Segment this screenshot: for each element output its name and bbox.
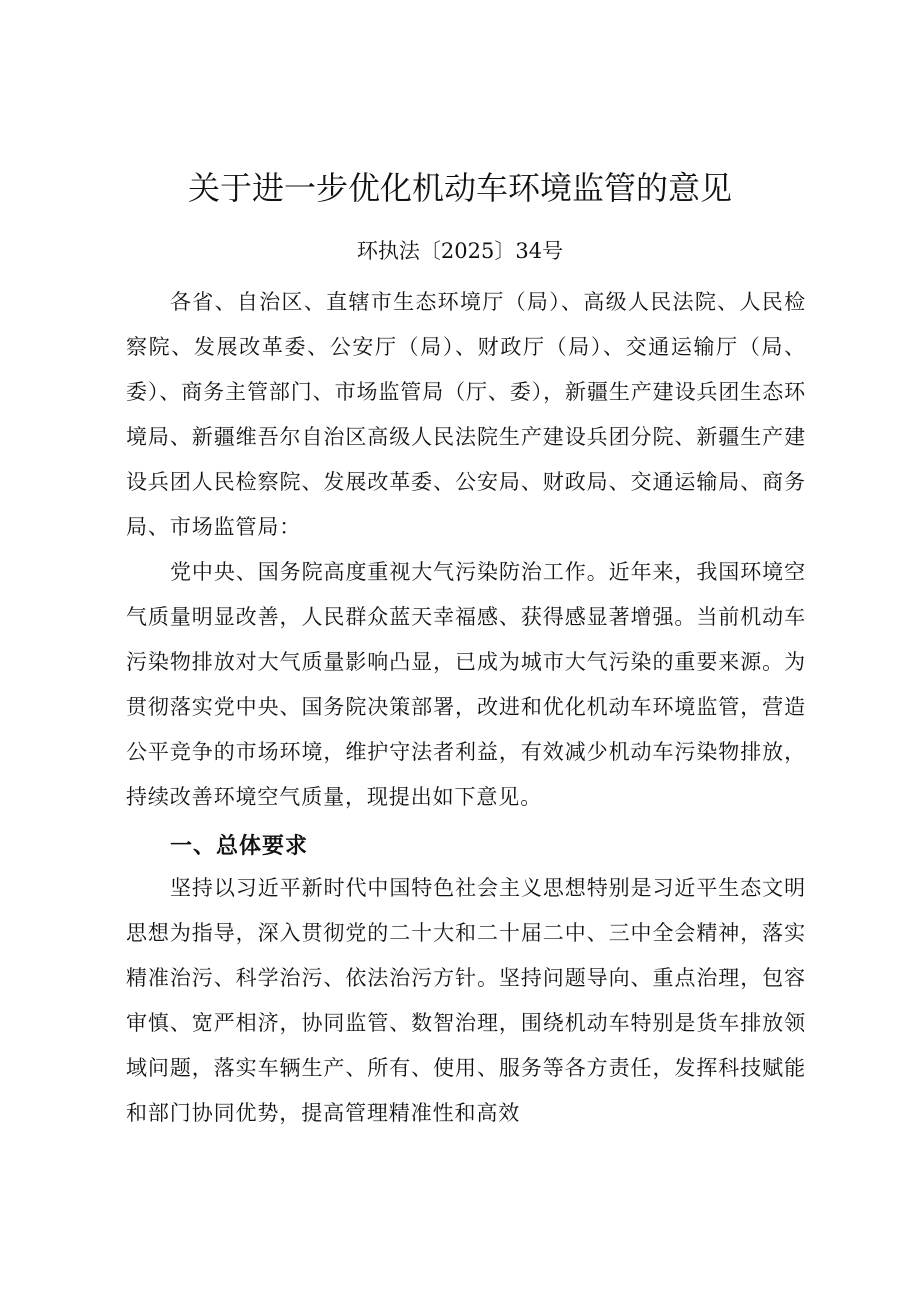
section1-paragraph: 坚持以习近平新时代中国特色社会主义思想特别是习近平生态文明思想为指导，深入贯彻党的二十大和二十届二中、三中全会精神，落实精准治污、科学治污、依法治污方针。坚持问题导向、重点治理，包容审慎、宽严相济，协同监管、数智治理，围绕机动车特别是货车排放领域问题，落实车辆生产、所有、使用、服务等各方责任，发挥科技赋能和部门协同优势，提高管理精准性和高效: [126, 876, 806, 1125]
addressees-paragraph: 各省、自治区、直辖市生态环境厅（局）、高级人民法院、人民检察院、发展改革委、公安厅（局）、财政厅（局）、交通运输厅（局、委）、商务主管部门、市场监管局（厅、委），新疆生产建设兵团生态环境局、新疆维吾尔自治区高级人民法院生产建设兵团分院、新疆生产建设兵团人民检察院、发展改革委、公安局、财政局、交通运输局、商务局、市场监管局：: [126, 290, 806, 539]
document-title: 关于进一步优化机动车环境监管的意见: [187, 169, 732, 207]
document-number: 环执法〔2025〕34号: [356, 239, 564, 263]
section-heading-general-requirements: 一、总体要求: [170, 834, 309, 859]
intro-paragraph: 党中央、国务院高度重视大气污染防治工作。近年来，我国环境空气质量明显改善，人民群众蓝天幸福感、获得感显著增强。当前机动车污染物排放对大气质量影响凸显，已成为城市大气污染的重要来源。为贯彻落实党中央、国务院决策部署，改进和优化机动车环境监管，营造公平竞争的市场环境，维护守法者利益，有效减少机动车污染物排放，持续改善环境空气质量，现提出如下意见。: [126, 560, 806, 809]
